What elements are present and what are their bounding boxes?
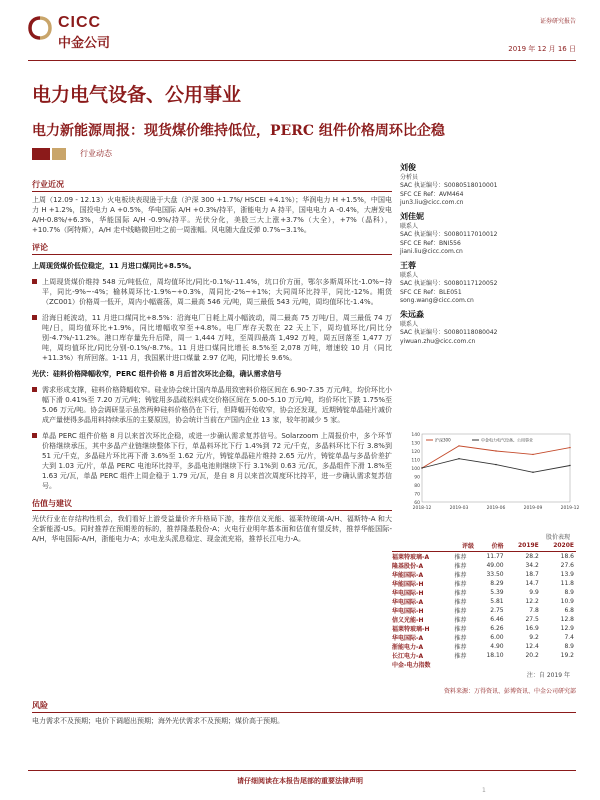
table-cell: 12.9: [560, 624, 574, 632]
table-cell: 6.8: [564, 606, 574, 614]
table-cell: [541, 660, 576, 669]
table-row: [392, 615, 576, 624]
data-point: [569, 447, 570, 448]
table-cell: 推荐: [454, 589, 467, 597]
table-cell: 6.46: [490, 615, 504, 623]
series-line: [422, 459, 570, 473]
table-row: [392, 561, 576, 570]
table-cell: 18.7: [525, 570, 539, 578]
table-cell: 推荐: [454, 598, 467, 606]
table-cell: 19.2: [560, 651, 574, 659]
x-tick-label: 2018-12: [412, 506, 432, 511]
analyst-role: 联系人: [400, 320, 419, 328]
table-cell: 10.9: [560, 597, 574, 605]
solar-lead: 光伏：硅料价格降幅收窄，PERC 组件价格 8 月后首次环比企稳，确认需求信号: [32, 370, 282, 378]
bullet-icon: [32, 433, 37, 438]
valuation-text: 光伏行业在存结构性机会，我们看好上游受益量价齐升格局下游，推荐信义光能、福莱特玻璃-A/H、福斯特-A 和大全新能源-US。同时推荐在预期差的标的，推荐隆基股份-A；火电行业明年基本面和估值有望反转，推荐华能国际-A/H，华电国际-A/H，浙能电力-A；水电龙头派息稳定、现金流充裕，推荐长江电力-A。: [32, 515, 392, 543]
table-cell: 18.6: [560, 552, 574, 560]
table-cell: 27.6: [560, 561, 574, 569]
data-point: [458, 445, 459, 446]
analyst-card: [400, 262, 576, 306]
y-tick-label: 140: [411, 433, 420, 438]
data-point: [421, 467, 422, 468]
table-cell: 福莱特玻璃-A: [392, 553, 430, 561]
stock-table: [392, 532, 576, 679]
cicc-logo-icon: [28, 16, 52, 40]
data-point: [495, 464, 496, 465]
data-point: [569, 465, 570, 466]
footer-disclaimer: 请仔细阅读在本报告尾部的重要法律声明: [237, 777, 363, 785]
table-row: [392, 624, 576, 633]
page-title: 电力电气设备、公用事业: [32, 84, 242, 106]
col-header: 2020E: [541, 541, 576, 551]
analyst-card: [400, 311, 576, 346]
table-cell: 推荐: [454, 625, 467, 633]
doc-type: 证券研究报告: [539, 18, 576, 25]
table-cell: 20.2: [525, 651, 539, 659]
risk-heading: 风险: [32, 700, 576, 713]
table-row: [392, 633, 576, 642]
table-cell: 12.2: [525, 597, 539, 605]
table-cell: 9.9: [529, 588, 539, 596]
list-item: [32, 313, 392, 363]
table-cell: 8.9: [564, 588, 574, 596]
table-cell: 5.39: [490, 588, 504, 596]
col-header: 2019E: [506, 541, 541, 551]
bullet-icon: [32, 279, 37, 284]
bullet-text: 需求形成支撑，硅料价格降幅收窄。硅业协会统计国内单晶用致密料价格区间在 6.90-7.35 万元/吨，均价环比小幅下滑 0.41%至 7.20 万元/吨；铸锭用多晶疏松料成交价格区间在 5.00-5.10 万元/吨，均价环比下跌 1.75%至 5.06 万元/吨。协会调研显示虽然两种硅料价格仍在下行，但降幅开始收窄，协会还发现，近期铸锭单晶硅片减价成产量使得多晶用料持续承压的主要原因，协会统计当前在产国内企业 13 家，较年初减少 5 家。: [42, 386, 392, 424]
table-cell: 2.75: [490, 606, 504, 614]
table-row: [392, 551, 576, 561]
table-cell: [454, 660, 476, 669]
table-row: [392, 597, 576, 606]
report-date: 2019 年 12 月 16 日: [508, 45, 576, 53]
table-cell: 8.9: [564, 642, 574, 650]
brand-en: CICC: [58, 14, 102, 31]
y-tick-label: 120: [411, 450, 420, 455]
table-cell: 33.50: [486, 570, 504, 578]
table-cell: 推荐: [454, 562, 467, 570]
bullet-icon: [32, 315, 37, 320]
table-cell: 9.2: [529, 633, 539, 641]
table-cell: 34.2: [525, 561, 539, 569]
x-tick-label: 2019-12: [560, 506, 580, 511]
table-cell: 7.8: [529, 606, 539, 614]
table-cell: 18.10: [486, 651, 504, 659]
table-cell: 华电国际-H: [392, 589, 424, 597]
table-cell: 6.00: [490, 633, 504, 641]
risk-text: 电力需求不及预期；电价下调超出预期；海外光伏需求不及预期；煤价高于预期。: [32, 717, 284, 725]
analyst-role: 联系人: [400, 222, 419, 230]
table-cell: 推荐: [454, 652, 467, 660]
table-cell: 推荐: [454, 634, 467, 642]
table-row: [392, 651, 576, 660]
table-cell: 推荐: [454, 643, 467, 651]
footer-rule: [28, 770, 576, 771]
table-cell: 12.4: [525, 642, 539, 650]
table-cell: [476, 660, 506, 669]
bullet-text: 上周现货煤价维持 548 元/吨低位，周均值环比/同比-0.1%/-11.4%，坑口价方面，鄂尔多斯周环比-1.0%~持平，同比-9%~-4%；榆林周环比-1.9%~+0.3%，周同比-2%~+1%；大同周环比持平，同比-12%。期货（ZC001）价格周一低开，周内小幅震荡，周二最高 546 元/吨，周三最低 543 元/吨，周均值环比-1.4%。: [42, 278, 392, 306]
table-caption: 股价表现: [545, 534, 570, 541]
analyst-sfc: SFC CE Ref：BLE051: [400, 288, 462, 296]
market-text: 上周（12.09 - 12.13）火电板块表现逊于大盘（沪深 300 +1.7%/ HSCEI +4.1%）；华润电力 H +1.5%，中国电力 H +1.2%，国投电力 A +0.5%，华电国际 A/H +0.3%/持平，浙能电力 A 持平，国电电力 A -0.4%，大唐发电 A/H-0.8%/+6.3%，华能国际 A/H -0.9%/持平。光伏分化，美股三大上涨+3.7%（大全），+7%（晶科），+10.7%（阿特斯），A/H 走中线略微回吐之前一周涨幅。风电随大盘反弹 0.7%~3.1%。: [32, 196, 392, 234]
data-point: [495, 450, 496, 451]
analyst-sfc: SFC CE Ref：BNI556: [400, 239, 461, 247]
table-cell: 推荐: [454, 580, 467, 588]
table-header-row: [392, 541, 576, 551]
table-cell: [506, 660, 541, 669]
tag-label: 行业动态: [80, 149, 112, 158]
table-row: [392, 579, 576, 588]
table-cell: 信义光能-H: [392, 616, 424, 624]
analyst-email[interactable]: song.wang@cicc.com.cn: [400, 297, 474, 305]
legend-label: 中金电力电气设备、公用事业: [481, 437, 533, 443]
analyst-sac: SAC 执证编号：S0080117120052: [400, 280, 498, 288]
table-cell: 华电国际-H: [392, 607, 424, 615]
table-cell: 11.77: [486, 552, 504, 560]
list-item: [32, 431, 392, 491]
table-cell: 长江电力-A: [392, 652, 424, 660]
table-cell: 华电国际-A: [392, 634, 424, 642]
analyst-sac: SAC 执证编号：S0080117010012: [400, 231, 498, 239]
y-tick-label: 100: [411, 467, 420, 472]
market-heading: 行业近况: [32, 180, 392, 192]
table-cell: 13.9: [560, 570, 574, 578]
x-tick-label: 2019-06: [486, 506, 506, 511]
bullet-text: 沿海日耗波动，11 月进口煤同比+8.5%：沿海电厂日耗上周小幅波动，周二最高 75 万吨/日，周三最低 74 万吨/日，周均值环比+1.9%，同比增幅收窄至+4.8%。电厂库存天数在 22 天上下，周均值环比/同比分别-4.7%/-11.2%。港口库存量先升后降，周一 1,444 万吨，至周四最高 1,492 万吨，周五回落至 1,477 万吨，周均值环比/同比分别-0.1%/-8.7%。11 月进口煤同比增长 8.5%至 2,078 万吨，增速较 10 月（同比+11.3%）有所回落。1-11 月，我国累计进口煤量 2.97 亿吨，同比增长 9.6%。: [42, 314, 392, 362]
analyst-role: 联系人: [400, 271, 419, 279]
performance-chart: [400, 430, 580, 514]
analyst-name: 刘佳妮: [400, 211, 424, 221]
y-tick-label: 60: [414, 501, 420, 506]
table-cell: 华电国际-A: [392, 598, 424, 606]
analyst-sfc: SFC CE Ref：AVM464: [400, 190, 464, 198]
header-rule: [28, 60, 576, 61]
legend-label: 沪深300: [435, 437, 451, 443]
y-tick-label: 70: [414, 492, 420, 498]
y-tick-label: 80: [414, 484, 420, 489]
table-cell: 27.5: [525, 615, 539, 623]
main-column: [32, 180, 392, 544]
analyst-name: 刘俊: [400, 163, 416, 172]
valuation-heading: 估值与建议: [32, 499, 392, 511]
x-tick-label: 2019-03: [449, 506, 469, 511]
brand-cn: 中金公司: [58, 36, 111, 51]
table-cell: 推荐: [454, 553, 467, 561]
page-number: 1: [482, 787, 486, 794]
col-header: 评级: [454, 541, 476, 551]
table-cell: 6.26: [490, 624, 504, 632]
table-cell: 华能国际-A: [392, 571, 424, 579]
analyst-name: 朱远淼: [400, 309, 424, 319]
col-header: 价格: [476, 541, 506, 551]
table-cell: 福莱特玻璃-H: [392, 625, 430, 633]
table-cell: 推荐: [454, 571, 467, 579]
table-row: [392, 606, 576, 615]
valuation-table: [392, 541, 576, 669]
data-point: [458, 458, 459, 459]
table-cell: 华能国际-H: [392, 580, 424, 588]
table-row: [392, 660, 576, 669]
y-tick-label: 130: [411, 441, 420, 447]
list-item: [32, 277, 392, 307]
table-cell: 推荐: [454, 607, 467, 615]
table-cell: 5.81: [490, 597, 504, 605]
y-tick-label: 90: [414, 475, 420, 481]
table-row: [392, 570, 576, 579]
analyst-email[interactable]: jiani.liu@cicc.com.cn: [400, 248, 463, 256]
table-cell: 28.2: [525, 552, 539, 560]
list-item: [32, 385, 392, 425]
table-cell: 4.90: [490, 642, 504, 650]
tag-block: [32, 148, 50, 160]
bullet-text: 单晶 PERC 组件价格 8 月以来首次环比企稳，或进一步确认需求复苏信号。Solarzoom 上周报价中，多个环节价格继续承压，其中多晶产业链继续整体下行，单晶料环比下行 1.4%到 72 元/千克，多晶料环比下行 3.8%到 51 元/千克，多晶硅片环比再下滑 3.6%至 1.62 元/片，铸锭单晶硅片维持 2.65 元/片，铸锭单晶与多晶价差扩大到 1.03 元/片，单晶 PERC 电池环比持平，多晶电池则继续下行 3.1%到 0.63 元/瓦，多晶组件下滑 1.8%至 1.63 元/瓦，单晶 PERC 组件上周企稳于 1.79 元/瓦，是自 8 月以来首次周度环比持平，进一步确认需求复苏信号。: [42, 432, 392, 490]
table-cell: 浙能电力-A: [392, 643, 424, 651]
table-row: [392, 642, 576, 651]
analyst-email[interactable]: jun3.liu@cicc.com.cn: [400, 199, 464, 207]
analyst-list: [400, 164, 576, 351]
bullet-icon: [32, 387, 37, 392]
analyst-name: 王蓉: [400, 260, 416, 270]
table-cell: 中金-电力指数: [392, 661, 431, 669]
table-cell: 8.29: [490, 579, 504, 587]
table-cell: 16.9: [525, 624, 539, 632]
data-point: [532, 454, 533, 455]
analyst-sac: SAC 执证编号：S0080118080042: [400, 329, 498, 337]
analyst-email[interactable]: yiwuan.zhu@cicc.com.cn: [400, 337, 476, 345]
tag-block-accent: [52, 148, 66, 160]
table-cell: 隆基股份-A: [392, 562, 424, 570]
analyst-card: [400, 213, 576, 257]
col-header: [392, 541, 454, 551]
table-cell: 11.8: [560, 579, 574, 587]
comment-lead: 上周现货煤价低位稳定，11 月进口煤同比+8.5%。: [32, 262, 196, 270]
table-cell: 49.00: [486, 561, 504, 569]
source-note: 资料来源：万得资讯、彭博资讯、中金公司研究部: [443, 688, 576, 695]
data-point: [532, 472, 533, 473]
x-tick-label: 2019-09: [523, 506, 543, 511]
table-cell: 14.7: [525, 579, 539, 587]
analyst-role: 分析员: [400, 173, 419, 181]
plot-frame: [422, 434, 570, 502]
table-cell: 推荐: [454, 616, 467, 624]
table-note: 注：自 2019 年: [526, 671, 570, 679]
comment-heading: 评论: [32, 243, 392, 255]
y-tick-label: 110: [411, 458, 420, 464]
analyst-card: [400, 164, 576, 208]
table-row: [392, 588, 576, 597]
analyst-sac: SAC 执证编号：S0080518010001: [400, 182, 498, 190]
table-cell: 7.4: [564, 633, 574, 641]
report-subtitle: 电力新能源周报：现货煤价维持低位，PERC 组件价格周环比企稳: [32, 123, 445, 139]
table-cell: 12.8: [560, 615, 574, 623]
